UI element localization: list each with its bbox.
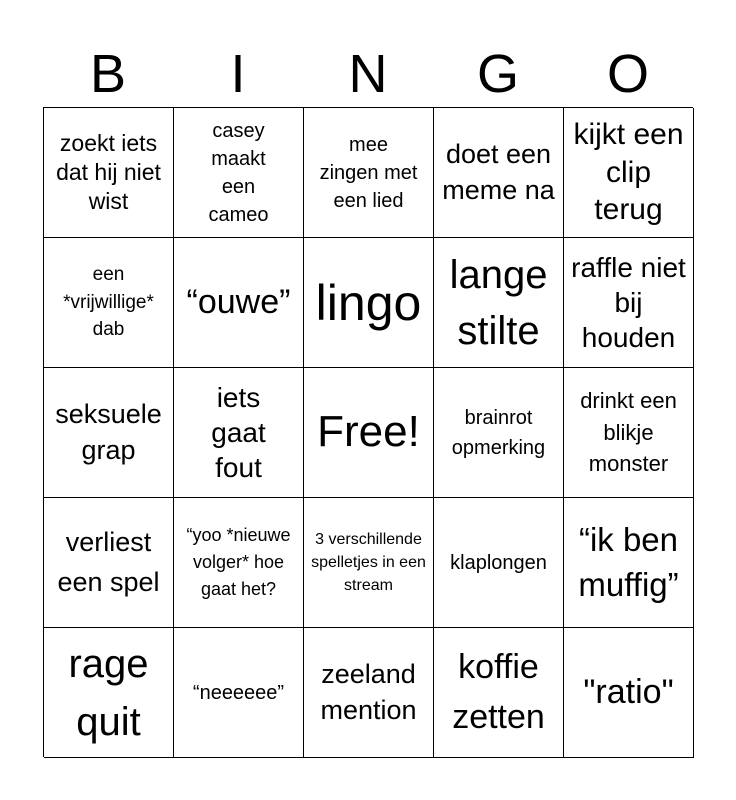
bingo-cell-text: “yoo *nieuwe volger* hoe gaat het? — [186, 525, 291, 599]
bingo-cell-text: zeeland mention — [320, 659, 417, 725]
bingo-cell[interactable] — [564, 368, 694, 498]
bingo-cell[interactable] — [304, 498, 434, 628]
bingo-cell-text: klaplongen — [450, 551, 547, 574]
bingo-cell-text: mee zingen met een lied — [319, 133, 418, 212]
header-letter-g: G — [476, 44, 519, 104]
header-letter-i: I — [230, 44, 246, 104]
bingo-cell-text: lange stilte — [449, 252, 548, 353]
bingo-cell-text: “ouwe” — [186, 283, 291, 322]
bingo-cell-text: zoekt iets dat hij niet wist — [56, 130, 161, 214]
bingo-cell[interactable] — [564, 498, 694, 628]
bingo-cell-text: 3 verschillende spelletjes in een stream — [311, 530, 426, 595]
bingo-cell[interactable] — [434, 108, 564, 238]
bingo-cell-text: raffle niet bij houden — [571, 252, 686, 353]
bingo-cell-text: “neeeeee” — [192, 681, 285, 704]
bingo-cell-text: rage quit — [68, 641, 149, 744]
bingo-cell-text: iets gaat fout — [211, 382, 266, 483]
bingo-cell-text: seksuele grap — [55, 399, 162, 465]
bingo-cell[interactable] — [174, 238, 304, 368]
bingo-cell-text: een *vrijwillige* dab — [63, 264, 154, 341]
bingo-cell-text: "ratio" — [583, 673, 674, 712]
header-letter-n: N — [348, 44, 388, 104]
bingo-cell-text: kijkt een clip terug — [573, 118, 684, 227]
bingo-cell-text: lingo — [315, 274, 422, 331]
bingo-cell[interactable] — [434, 238, 564, 368]
header-letter-b: B — [89, 44, 127, 104]
bingo-cell[interactable] — [564, 238, 694, 368]
bingo-cell-text: verliest een spel — [57, 527, 160, 597]
bingo-cell[interactable] — [44, 498, 174, 628]
bingo-cell[interactable] — [564, 108, 694, 238]
bingo-cell-text: casey maakt een cameo — [208, 119, 269, 226]
bingo-cell[interactable] — [304, 238, 434, 368]
bingo-cell[interactable] — [44, 108, 174, 238]
bingo-cell-text: Free! — [317, 407, 420, 457]
bingo-cell[interactable] — [174, 368, 304, 498]
bingo-cell[interactable] — [564, 628, 694, 758]
bingo-cell-text: doet een meme na — [442, 139, 555, 205]
bingo-cell[interactable] — [44, 628, 174, 758]
bingo-cell-text: brainrot opmerking — [451, 406, 546, 459]
bingo-cell-text: “ik ben muffig” — [578, 520, 679, 603]
bingo-cell-text: koffie zetten — [452, 648, 545, 736]
bingo-cell[interactable] — [304, 628, 434, 758]
bingo-cell[interactable] — [174, 628, 304, 758]
bingo-cell[interactable] — [434, 498, 564, 628]
bingo-cell[interactable] — [44, 238, 174, 368]
bingo-board — [43, 107, 693, 757]
bingo-cell[interactable] — [434, 628, 564, 758]
bingo-cell[interactable] — [174, 498, 304, 628]
bingo-cell[interactable] — [434, 368, 564, 498]
bingo-header — [43, 40, 693, 108]
bingo-cell[interactable] — [304, 108, 434, 238]
header-letter-o: O — [606, 44, 649, 104]
bingo-cell-text: drinkt een blikje monster — [580, 387, 677, 477]
bingo-cell[interactable] — [44, 368, 174, 498]
bingo-cell[interactable] — [174, 108, 304, 238]
bingo-cell[interactable] — [304, 368, 434, 498]
